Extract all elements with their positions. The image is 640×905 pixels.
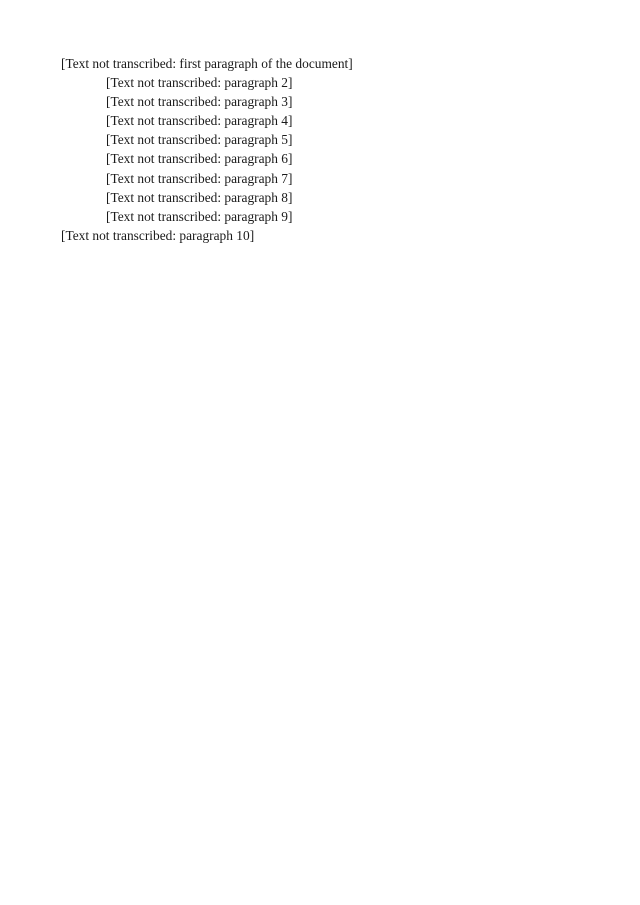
- document-body: [61, 54, 612, 245]
- paragraph-item-11: [Text not transcribed: paragraph 6]: [106, 151, 293, 167]
- paragraph-item-12: [Text not transcribed: paragraph 7]: [106, 170, 293, 186]
- paragraph-continuation: [Text not transcribed: first paragraph of the document]: [61, 56, 353, 71]
- paragraph-item-10: [Text not transcribed: paragraph 5]: [106, 132, 293, 148]
- paragraph-item-7: [Text not transcribed: paragraph 2]: [106, 75, 293, 91]
- paragraph-item-8: [Text not transcribed: paragraph 3]: [106, 94, 293, 110]
- paragraph-item-9: [Text not transcribed: paragraph 4]: [106, 113, 293, 129]
- paragraph-subitem-1: [Text not transcribed: paragraph 9]: [106, 208, 293, 224]
- paragraph-trailing: [Text not transcribed: paragraph 10]: [61, 227, 255, 243]
- paragraph-section-9: [Text not transcribed: paragraph 8]: [106, 189, 293, 205]
